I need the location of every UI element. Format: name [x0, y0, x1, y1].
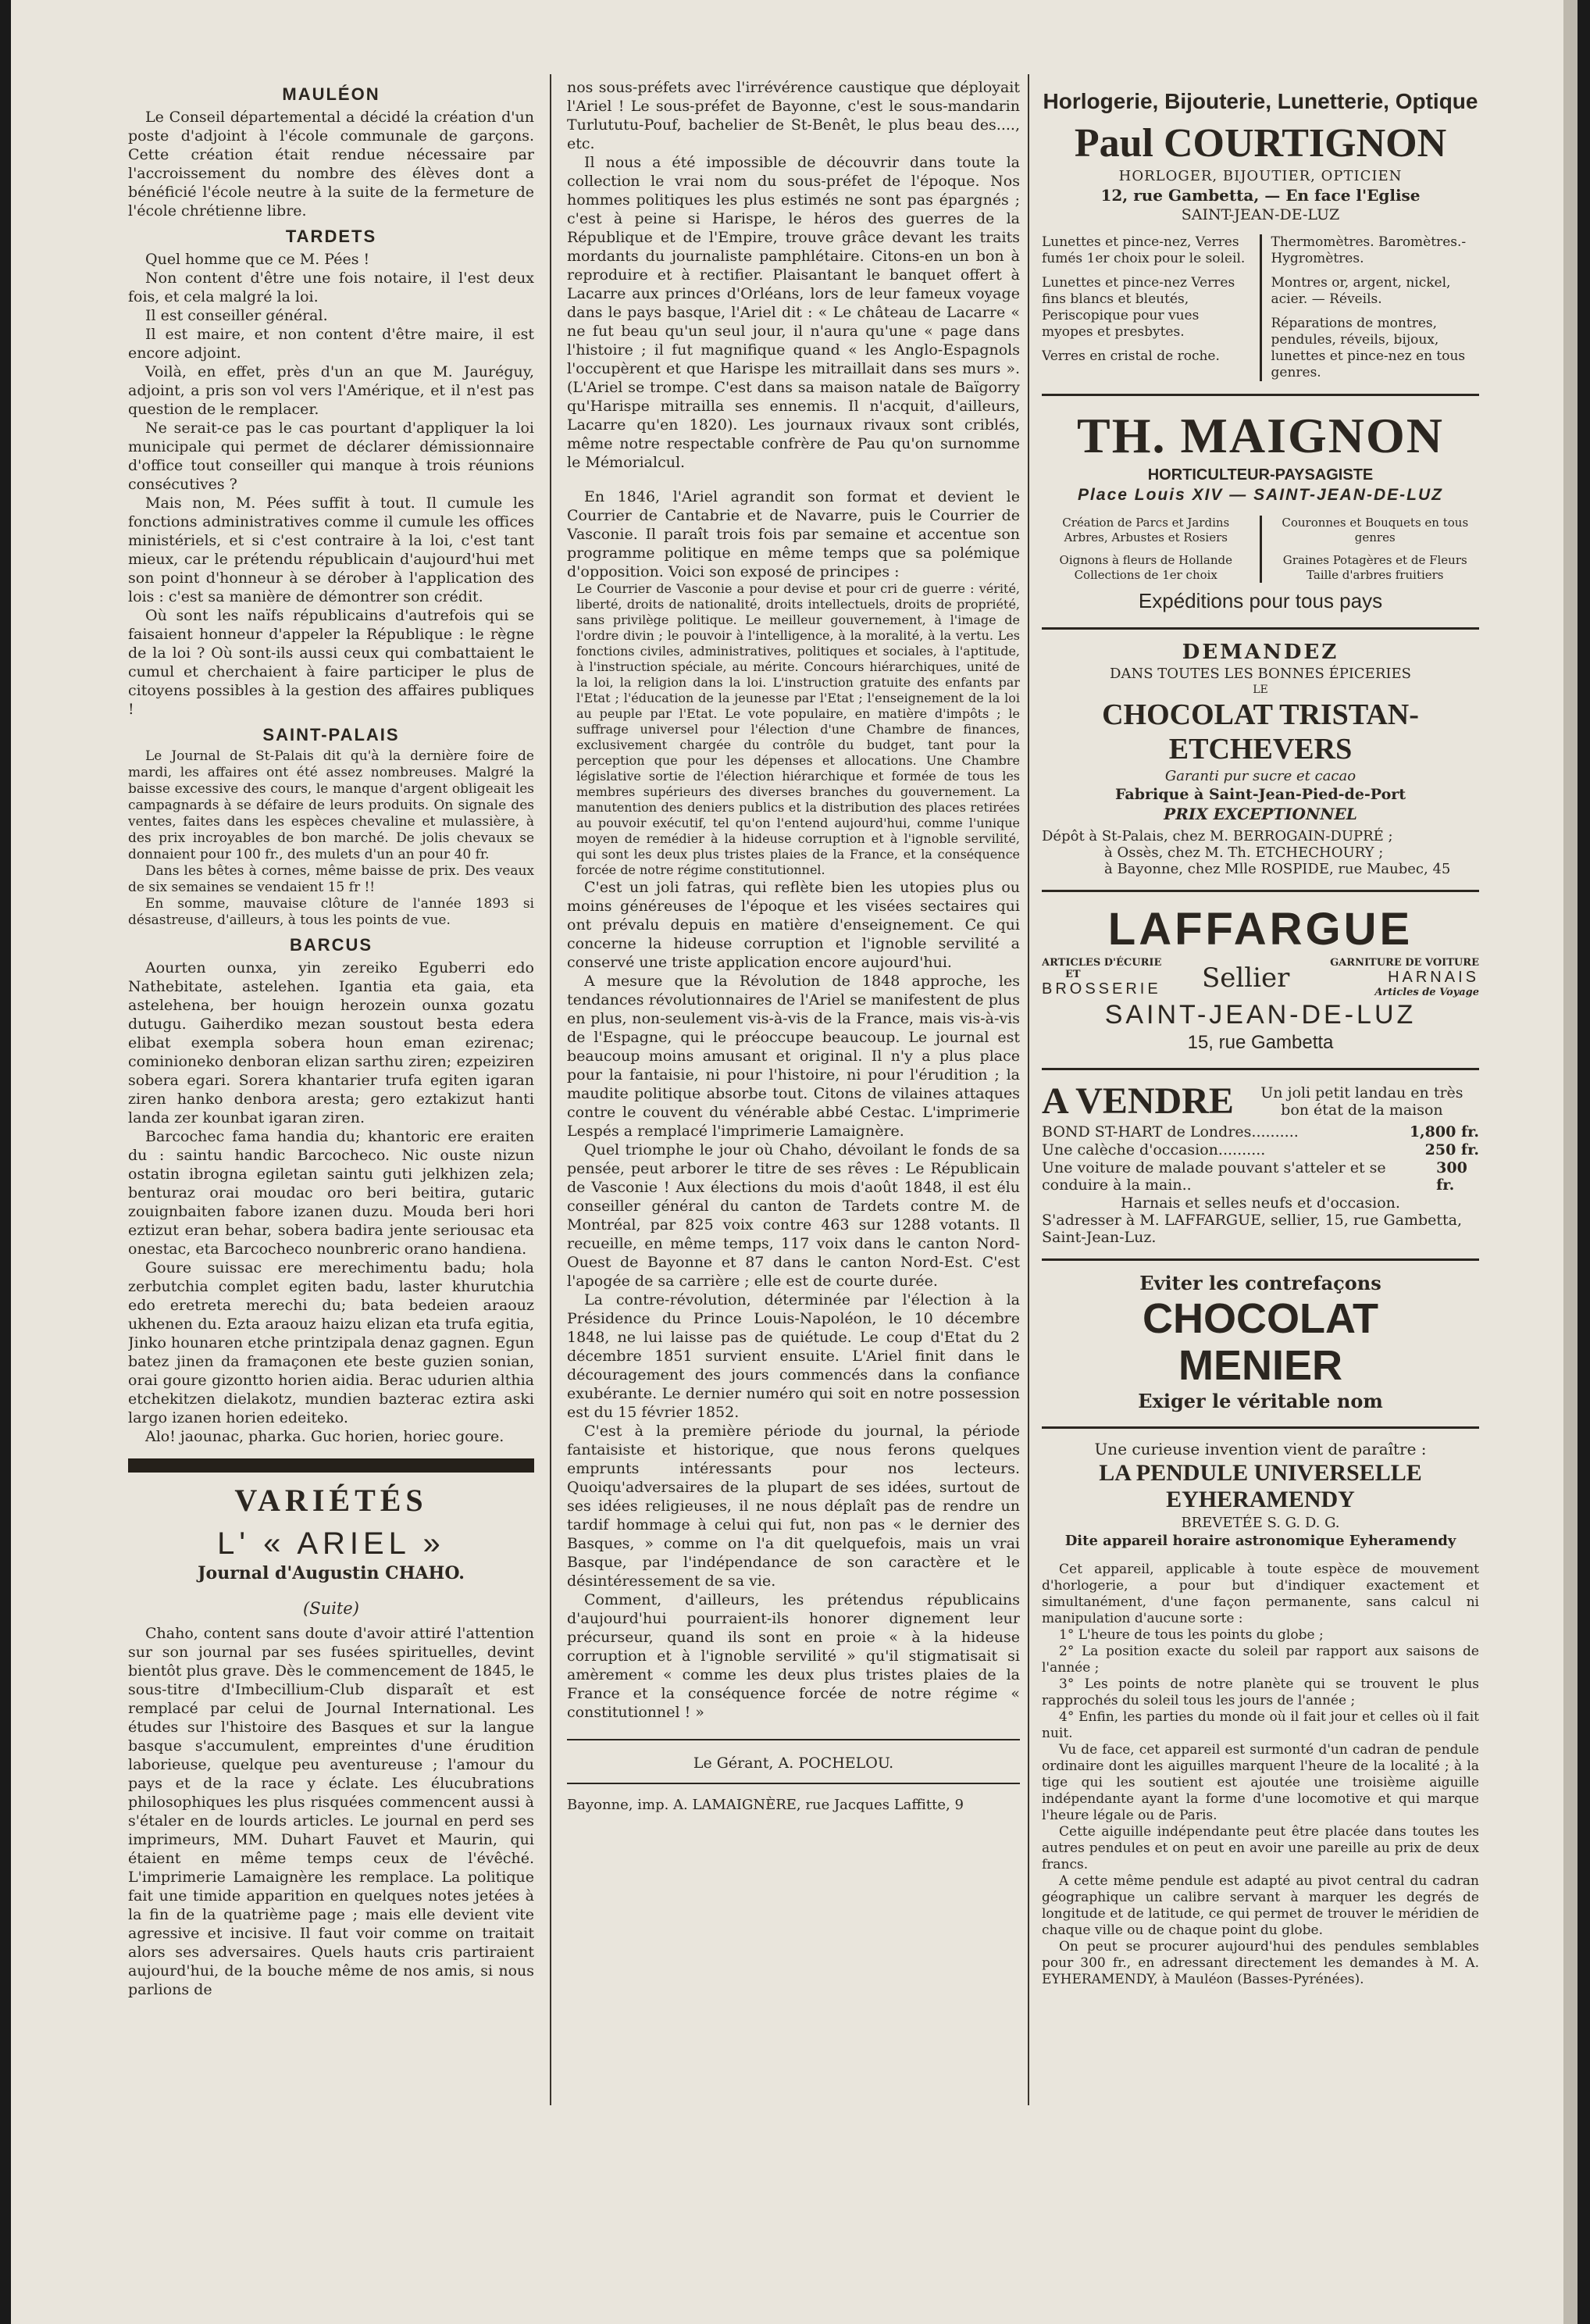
ad-footer: Expéditions pour tous pays: [1138, 589, 1383, 612]
ad-contact: S'adresser à M. LAFFARGUE, sellier, 15, rue Gambetta, Saint-Jean-Luz.: [1042, 1212, 1463, 1246]
ad-item: Montres or, argent, nickel, acier. — Réveils.: [1271, 275, 1451, 307]
ad-item: Lunettes et pince-nez Verres fins blancs et bleutés, Periscopique pour vues myopes et presbytes.: [1042, 275, 1235, 340]
ad-tristan-etchevers: [1042, 630, 1479, 892]
column-rule: [550, 74, 551, 2105]
ariel-subtitle: Journal d'Augustin CHAHO.: [198, 1563, 465, 1583]
ad-product: MENIER: [1178, 1342, 1342, 1389]
paragraph: Il est conseiller général.: [145, 307, 328, 324]
paragraph: Vu de face, cet appareil est surmonté d'un cadran de pendule ordinaire dont les aiguilles marquent l'heure de la localité ; à la tige qui les soutient est ajoutée une troisième aiguille indépendante ayant la forme d'une locomotive et qui marque l'heure légale ou de Paris.: [1042, 1742, 1479, 1823]
ad-address: 15, rue Gambetta: [1187, 1032, 1334, 1053]
ad-brevet: BREVETÉE S. G. D. G.: [1181, 1515, 1340, 1531]
ad-menier: [1042, 1261, 1479, 1429]
varietes-heading: VARIÉTÉS: [234, 1483, 428, 1518]
ad-city: SAINT-JEAN-DE-LUZ: [1104, 1000, 1417, 1030]
paragraph: Barcochec fama handia du; khantoric ere eraiten du : saintu handic Barcocheco. Nic ouste nizun ostatin ibrogna egiletan saintu guti jelkhizen zela; benturaz orai moudac oro beri beitira, gutaric zouignbaiten fabore izanen duzu. Mouda beri hori eztizut eran behar, sobera badira jente seriousac eta onestac, eta Barcocheco nounbreric orano handiena.: [128, 1128, 534, 1258]
price-row: [1042, 1141, 1479, 1158]
saint-palais-heading: SAINT-PALAIS: [262, 725, 400, 744]
ad-courtignon: [1042, 78, 1479, 396]
paragraph: A mesure que la Révolution de 1848 approche, les tendances révolutionnaires de l'Ariel se manifestent de plus en plus, non-seulement vis-à-vis de la France, mais vis-à-vis de l'Espagne, qui le préoccupe beaucoup. Le journal est beaucoup moins amusant et original. Il n'y a plus place pour la fantaisie, ni pour l'histoire, ni pour l'érudition ; la maudite politique absorbe tout. Citons de vilaines attaques contre le couvent du vénérable abbé Cestac. L'imprimerie Lespés a remplacé l'imprimerie Lamaignère.: [567, 973, 1020, 1140]
price-label: BOND ST-HART de Londres..........: [1042, 1123, 1299, 1141]
paragraph: nos sous-préfets avec l'irrévérence caustique que déployait l'Ariel ! Le sous-préfet de Bayonne, c'est le sous-mandarin Turlututu-Pouf, bachelier de St-Benêt, le plus beau des...., etc.: [567, 79, 1020, 152]
paragraph: Alo! jaounac, pharka. Guc horien, horiec goure.: [145, 1428, 504, 1445]
ad-details: [1042, 516, 1479, 583]
ad-top: Eviter les contrefaçons: [1139, 1272, 1381, 1294]
ad-item: Création de Parcs et Jardins Arbres, Arbustes et Rosiers: [1062, 516, 1230, 544]
column-1: [128, 78, 534, 1999]
ad-guarantee: Garanti pur sucre et cacao: [1164, 768, 1356, 784]
ad-trade: HORTICULTEUR-PAYSAGISTE: [1147, 466, 1374, 484]
ad-bottom: Exiger le véritable nom: [1138, 1390, 1383, 1412]
ad-le: LE: [1253, 684, 1268, 696]
ad-depot: Dépôt à St-Palais, chez M. BERROGAIN-DUPRÉ ;: [1042, 828, 1393, 844]
paragraph: En 1846, l'Ariel agrandit son format et devient le Courrier de Cantabrie et de Navarre, puis le Courrier de Vasconie. Il paraît trois fois par semaine et accentue son programme politique en même temps que sa polémique d'opposition. Voici son exposé de principes :: [567, 488, 1020, 580]
price-value: 300 fr.: [1436, 1159, 1467, 1194]
ad-item: Oignons à fleurs de Hollande Collections de 1er choix: [1059, 553, 1232, 582]
ad-title: LA PENDULE UNIVERSELLE EYHERAMENDY: [1099, 1460, 1422, 1512]
paragraph: Chaho, content sans doute d'avoir attiré l'attention sur son journal par ses fusées spirituelles, devint bientôt plus grave. Dès le commencement de 1845, le sous-titre d'Imbecillium-Club disparaît et est remplacé par celui de Journal International. Les études sur l'histoire des Basques et sur la langue basque s'accumulent, empreintes d'une érudition laborieuse, quelque peu aventureuse ; l'amour du pays et de la race y éclate. Les élucubrations philosophiques les plus risquées commencent aussi à s'étaler en de lourds articles. Le journal en perd ses imprimeurs, MM. Duhart Fauvet et Maurin, qui étaient en même temps ceux de l'évêché. L'imprimerie Lamaignère les remplace. La politique fait une timide apparition en quelques notes jetées à la fin de la quatrième page ; mais elle devient vite agressive et incisive. Il faut voir comme on traitait alors ses adversaires. Quels hauts cris partiraient aujourd'hui, de la bouche même de nos amis, si nous parlions de: [128, 1625, 534, 1998]
paragraph: Il est maire, et non content d'être maire, il est encore adjoint.: [128, 326, 534, 362]
tardets-heading: TARDETS: [285, 227, 377, 246]
printer-imprint: Bayonne, imp. A. LAMAIGNÈRE, rue Jacques Laffitte, 9: [567, 1783, 1020, 1813]
ad-center: Sellier: [1202, 962, 1290, 994]
ad-place: Place Louis XIV — SAINT-JEAN-DE-LUZ: [1078, 486, 1443, 504]
ad-title: Horlogerie, Bijouterie, Lunetterie, Optique: [1043, 89, 1478, 113]
page-edge: [1563, 0, 1578, 2324]
divider: [1260, 516, 1262, 583]
paragraph: Il nous a été impossible de découvrir dans toute la collection le vrai nom du sous-préfet de l'époque. Nos hommes politiques les plus estimés ne sont pas épargnés ; c'est à peine si Harispe, le héros des guerres de la République et de l'Empire, trouve grâce devant les traits mordants du journaliste pamphlétaire. Citons-en un bon à reproduire et à rectifier. Plaisantant le banquet offert à Lacarre aux princes d'Orléans, lors de leur fameux voyage dans le pays basque, l'Ariel dit : « Le château de Lacarre « ne fut beau qu'un seul jour, il n'aura qu'une « page dans l'histoire ; il fut magnifique quand « les Anglo-Espagnols l'occupèrent et que Harispe les mitraillait dans ses murs ». (L'Ariel se trompe. C'est dans sa maison natale de Baïgorry qu'Harispe mitrailla ses ennemis. Il n'acquit, d'ailleurs, Lacarre qu'en 1820). Les journaux rivaux sont criblés, même notre respectable confrère de Pau qu'on surnomme le Mémorialcul.: [567, 154, 1020, 471]
ad-depots: [1042, 828, 1479, 877]
paragraph: La contre-révolution, déterminée par l'élection à la Présidence du Prince Louis-Napoléon, le 10 décembre 1848, ne lui laisse pas de quiétude. Le coup d'Etat du 2 décembre 1851 survient ensuite. L'Ariel finit dans le découragement des jours commencés dans la confiance exubérante. Le dernier numéro qui soit en notre possession est du 15 février 1852.: [567, 1291, 1020, 1421]
ad-name: TH. MAIGNON: [1077, 408, 1444, 463]
ad-left1: ARTICLES D'ÉCURIE: [1042, 957, 1162, 969]
paragraph: Cette aiguille indépendante peut être placée dans toutes les autres pendules et on peut en avoir une pareille au prix de deux francs.: [1042, 1824, 1479, 1872]
ad-right1: GARNITURE DE VOITURE: [1330, 957, 1479, 969]
ad-depot: à Bayonne, chez Mlle ROSPIDE, rue Maubec, 45: [1104, 861, 1451, 877]
paragraph: Le Conseil départemental a décidé la création d'un poste d'adjoint à l'école communale de garçons. Cette création était rendue nécessaire par l'accroissement du nombre des élèves dont a bénéficié l'école neutre à la suite de la fermeture de l'école chrétienne libre.: [128, 109, 534, 220]
barcus-heading: BARCUS: [289, 935, 373, 955]
ad-item: Graines Potagères et de Fleurs Taille d'arbres fruitiers: [1282, 553, 1467, 582]
paragraph: 1° L'heure de tous les points du globe ;: [1059, 1627, 1324, 1643]
asterism-space: [567, 472, 1020, 487]
ad-title: A VENDRE: [1042, 1080, 1234, 1122]
ad-address: 12, rue Gambetta, — En face l'Eglise: [1100, 186, 1421, 205]
price-value: 1,800 fr.: [1409, 1123, 1479, 1141]
paragraph: 4° Enfin, les parties du monde où il fait jour et celles où il fait nuit.: [1042, 1709, 1479, 1741]
principes-quote: Le Courrier de Vasconie a pour devise et pour cri de guerre : vérité, liberté, droits de nationalité, droits intellectuels, droits de propriété, sans privilège politique. Le meilleur gouvernement, à l'image de l'ordre divin ; le pouvoir à l'intelligence, à la moralité, à la vertu. Les fonctions civiles, administratives, politiques et sociales, à l'aptitude, à l'instruction spéciale, au mérite. Concours hiérarchiques, unité de la loi, la religion dans la loi. L'instruction gratuite des enfants par l'Etat ; l'éducation de la jeunesse par l'Etat ; l'enseignement de la loi au peuple par l'Etat. Le vote populaire, en matière d'impôts ; le suffrage universel pour l'élection d'une Chambre de finances, exclusivement chargée du contrôle du budget, tant pour la perception que pour les dépenses et allocations. Une Chambre législative sortie de l'élection hiérarchique et formée de tous les membres supérieurs des diverses branches du gouvernement. La manutention des deniers publics et la distribution des places retirées au pouvoir exécutif, tel qu'on l'entend aujourd'hui, comme l'unique moyen de remédier à la hideuse corruption et à l'ignoble servilité, qui sont les deux plus tristes plaies de la France, et la conséquence forcée de notre régime constitutionnel.: [576, 581, 1020, 877]
paragraph: Aourten ounxa, yin zereiko Eguberri edo Nathebitate, astelehen. Igantia eta gaia, eta astelehena, ber houign herozein ounxa gozatu dutugu. Gaiherdiko mezan soustout besta edera elibat exempla sobera houn eman ezirenac; cominioneko denboran elizan sarthu ziren; ezpeiziren sobera egari. Sorera khantarier trufa egiten igaran ziren hanko denbora aresta; gero eztakizut hanti landa zer kounbat igaran ziren.: [128, 959, 534, 1126]
ad-depot: à Ossès, chez M. Th. ETCHECHOURY ;: [1104, 844, 1384, 861]
paragraph: Quel triomphe le jour où Chaho, dévoilant le fonds de sa pensée, peut arborer le titre de ses rêves : Le Républicain de Vasconie ! Aux élections du mois d'août 1848, il est élu conseiller général du canton de Tardets contre M. de Montréal, par 825 voix contre 463 sur 1288 votants. Il recueille, en même temps, 117 voix dans le canton Nord-Ouest de Bayonne et 87 dans le canton Nord-Est. C'est l'apogée de sa carrière ; elle est de courte durée.: [567, 1141, 1020, 1290]
ad-demandez: DEMANDEZ: [1182, 641, 1339, 664]
column-3-advertisements: [1042, 78, 1479, 1988]
ad-item: Lunettes et pince-nez, Verres fumés 1er choix pour le soleil.: [1042, 234, 1246, 266]
gerant-signature: Le Gérant, A. POCHELOU.: [567, 1739, 1020, 1772]
paragraph: Ne serait-ce pas le cas pourtant d'appliquer la loi municipale qui permet de déclarer démissionnaire d'office tout conseiller qui manque à trois réunions consécutives ?: [128, 419, 534, 493]
ad-intro: Une curieuse invention vient de paraître :: [1094, 1440, 1427, 1458]
ad-name: LAFFARGUE: [1107, 904, 1414, 955]
section-divider: [128, 1458, 534, 1473]
ad-subtitle: Dite appareil horaire astronomique Eyheramendy: [1064, 1533, 1456, 1549]
ad-head: [1042, 1080, 1479, 1123]
column-2: [567, 78, 1020, 1813]
ad-note: Harnais et selles neufs et d'occasion.: [1121, 1194, 1400, 1212]
ad-product: CHOCOLAT TRISTAN-ETCHEVERS: [1102, 698, 1419, 766]
paragraph: Voilà, en effet, près d'un an que M. Jauréguy, adjoint, a pris son vol vers l'Amérique, et il n'est pas question de le remplacer.: [128, 363, 534, 418]
paragraph: Quel homme que ce M. Pées !: [145, 251, 370, 268]
column-rule: [1028, 74, 1029, 2105]
ad-details: [1042, 234, 1479, 381]
ad-item: Couronnes et Bouquets en tous genres: [1282, 516, 1469, 544]
ad-pendule: [1042, 1429, 1479, 1988]
newspaper-page: [11, 0, 1578, 2324]
ad-city: SAINT-JEAN-DE-LUZ: [1181, 206, 1340, 223]
paragraph: Le Journal de St-Palais dit qu'à la dernière foire de mardi, les affaires ont été assez nombreuses. Malgré la baisse excessive des cours, le manque d'argent obligeait les campagnards à se défaire de leurs produits. On signale des ventes, faites dans les espèces chevaline et mulassière, à des prix incroyables de bon marché. De jolis chevaux se donnaient pour 100 fr., des mulets d'un an pour 40 fr.: [128, 748, 534, 862]
paragraph: 3° Les points de notre planète qui se trouvent le plus rapprochés du soleil tous les jours de l'année ;: [1042, 1676, 1479, 1708]
ad-right3: Articles de Voyage: [1374, 987, 1479, 998]
paragraph: C'est un joli fatras, qui reflète bien les utopies plus ou moins généreuses de l'époque et les visées sectaires qui ont prévalu depuis en matière d'enseignement. Ce qui concerne la hideuse corruption et l'ignoble servilité a conservé une triste application encore aujourd'hui.: [567, 879, 1020, 971]
ad-a-vendre: [1042, 1070, 1479, 1261]
ad-intro: Un joli petit landau en très bon état de la maison: [1260, 1083, 1463, 1119]
mauleon-heading: MAULÉON: [282, 84, 380, 104]
paragraph: Dans les bêtes à cornes, même baisse de prix. Des veaux de six semaines se vendaient 15 fr !!: [128, 863, 534, 895]
divider: [1260, 234, 1262, 381]
paragraph: On peut se procurer aujourd'hui des pendules semblables pour 300 fr., en adressant directement les demandes à M. A. EYHERAMENDY, à Mauléon (Basses-Pyrénées).: [1042, 1939, 1479, 1987]
price-label: Une voiture de malade pouvant s'atteler et se conduire à la main..: [1042, 1159, 1386, 1194]
ad-item: Verres en cristal de roche.: [1042, 348, 1220, 364]
ad-item: Thermomètres. Baromètres.-Hygromètres.: [1271, 234, 1467, 266]
ad-item: Réparations de montres, pendules, réveils, bijoux, lunettes et pince-nez en tous genres.: [1271, 316, 1466, 380]
paragraph: C'est à la première période du journal, la période fantaisiste et historique, que nous ferons quelques emprunts intéressants pour nos lecteurs. Quoiqu'adversaires de la plupart de ses idées, surtout de ses idées religieuses, il ne nous déplaît pas de rendre un tardif hommage à celui qui fut, non pas « le dernier des Basques, » comme on l'a dit quelquefois, mais un vrai Basque, par l'indépendance de son caractère et le désintéressement de sa vie.: [567, 1423, 1020, 1590]
paragraph: Goure suissac ere merechimentu badu; hola zerbutchia complet egiten badu, laster khurutchia edo eretreta merechi du; bata bedeien araouz ukhenen du. Ezta araouz haizu elizan eta trufa egitia, Jinko hounaren etche printzipala denaz gagnen. Egun batez jinen da framaçonen ete beste guzien sonian, orai goure gizontto horien aidia. Berac udurien althia etchekitzen dielakotz, mundien bazterac eztira aski largo izanen horien edeiteko.: [128, 1259, 534, 1426]
price-value: 250 fr.: [1424, 1141, 1479, 1158]
ad-laffargue: [1042, 892, 1479, 1070]
ad-left2: ET: [1065, 969, 1081, 980]
ad-name: Paul COURTIGNON: [1074, 121, 1447, 166]
paragraph: Cet appareil, applicable à toute espèce de mouvement d'horlogerie, a pour but d'indiquer exactement et simultanément, d'une façon permanente, sans calcul ni manipulation d'aucune sorte :: [1042, 1562, 1479, 1626]
ad-factory: Fabrique à Saint-Jean-Pied-de-Port: [1114, 786, 1406, 803]
price-row: [1042, 1159, 1479, 1194]
ad-maignon: [1042, 396, 1479, 630]
paragraph: Mais non, M. Pées suffit à tout. Il cumule les fonctions administratives comme il cumule les offices ministériels, et si c'est contraire à la loi, c'est tant mieux, car le prétendu républicain d'aujourd'hui met son point d'honneur à se dérober à l'application des lois : c'est sa manière de démontrer son crédit.: [128, 494, 534, 605]
paragraph: Non content d'être une fois notaire, il l'est deux fois, et cela malgré la loi.: [128, 270, 534, 305]
paragraph: Comment, d'ailleurs, les prétendus républicains d'aujourd'hui pourraient-ils honorer dignement leur précurseur, quand ils sont en proie « à la hideuse corruption et à l'ignoble servilité » qu'il stigmatisait si amèrement « comme les deux plus tristes plaies de la France et la conséquence forcée de notre régime « constitutionnel ! »: [567, 1591, 1020, 1721]
price-row: [1042, 1123, 1479, 1141]
ad-line: DANS TOUTES LES BONNES ÉPICERIES: [1110, 666, 1411, 682]
paragraph: Où sont les naïfs républicains d'autrefois qui se faisaient honneur d'appeler la République : le règne de la loi ? Où sont-ils aussi ceux qui combattaient le cumul et cherchaient à faire participer le plus de citoyens possibles à la gestion des affaires publiques !: [128, 607, 534, 718]
ad-product: CHOCOLAT: [1143, 1295, 1378, 1342]
paragraph: A cette même pendule est adapté au pivot central du cadran géographique un calibre servant à marquer les degrés de longitude et de latitude, ce qui permet de trouver le méridien de chaque ville ou de chaque point du globe.: [1042, 1873, 1479, 1938]
paragraph: En somme, mauvaise clôture de l'année 1893 si désastreuse, d'ailleurs, à tous les points de vue.: [128, 896, 534, 928]
ad-left3: BROSSERIE: [1042, 980, 1161, 998]
ad-price: PRIX EXCEPTIONNEL: [1164, 805, 1357, 823]
suite-label: (Suite): [303, 1599, 359, 1618]
price-label: Une calèche d'occasion..........: [1042, 1141, 1266, 1158]
ariel-title: L' « ARIEL »: [217, 1526, 445, 1561]
ad-row: [1042, 957, 1479, 998]
ad-right2: HARNAIS: [1388, 969, 1479, 986]
paragraph: 2° La position exacte du soleil par rapport aux saisons de l'année ;: [1042, 1644, 1479, 1676]
ad-trade: HORLOGER, BIJOUTIER, OPTICIEN: [1118, 168, 1403, 184]
